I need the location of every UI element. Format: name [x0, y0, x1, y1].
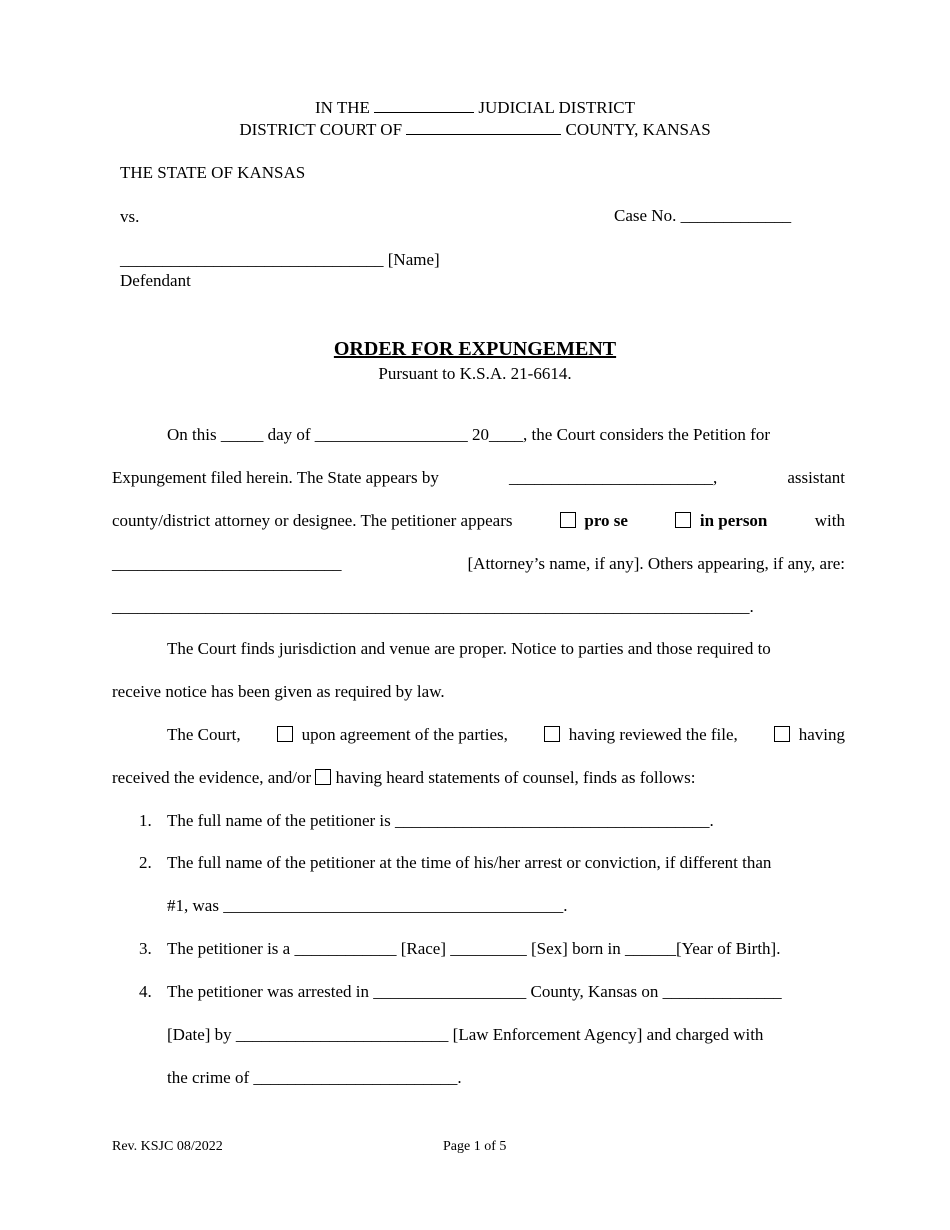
page-title: ORDER FOR EXPUNGEMENT — [333, 338, 617, 360]
agreement-checkbox[interactable] — [277, 726, 293, 742]
page-number: Page 1 of 5 — [443, 1139, 507, 1154]
para1-line2: Expungement filed herein. The State appears by ________________________, assistant — [112, 468, 845, 487]
county-blank[interactable] — [406, 120, 561, 135]
defendant-label: Defendant — [120, 271, 191, 290]
para1-line4: ___________________________ [Attorney’s name, if any]. Others appearing, if any, are: — [112, 554, 845, 573]
para2-line2: receive notice has been given as required by law. — [112, 682, 445, 701]
court-header-line2: DISTRICT COURT OF COUNTY, KANSAS — [239, 120, 711, 139]
item-2-line1: The full name of the petitioner at the time of his/her arrest or conviction, if different than — [167, 853, 772, 872]
case-number: Case No. _____________ — [614, 206, 792, 225]
para3-line1: The Court, upon agreement of the parties, having reviewed the file, having — [167, 725, 845, 744]
item-number-1: 1. — [139, 811, 152, 830]
vs-label: vs. — [120, 207, 140, 226]
item-3: The petitioner is a ____________ [Race] _________ [Sex] born in ______[Year of Birth]. — [167, 939, 781, 958]
item-2-line2: #1, was ________________________________________. — [167, 896, 568, 915]
para1-line5: ___________________________________________________________________________. — [112, 597, 754, 616]
page-subtitle: Pursuant to K.S.A. 21-6614. — [378, 364, 572, 383]
item-4-line1: The petitioner was arrested in __________________ County, Kansas on ______________ — [167, 982, 782, 1001]
item-4-line2: [Date] by _________________________ [Law Enforcement Agency] and charged with — [167, 1025, 764, 1044]
item-4-line3: the crime of ________________________. — [167, 1068, 462, 1087]
reviewed-file-checkbox[interactable] — [544, 726, 560, 742]
judicial-district-blank[interactable] — [374, 98, 474, 113]
court-header-line1: IN THE JUDICIAL DISTRICT — [314, 98, 636, 117]
item-number-3: 3. — [139, 939, 152, 958]
item-1: The full name of the petitioner is _____________________________________. — [167, 811, 714, 830]
item-number-2: 2. — [139, 853, 152, 872]
defendant-name-line: _______________________________ [Name] — [120, 250, 440, 269]
para1-line1: On this _____ day of __________________ 20____, the Court considers the Petition for — [167, 425, 770, 444]
para1-line3: county/district attorney or designee. The petitioner appears pro se in person with — [112, 511, 845, 530]
in-person-checkbox[interactable] — [675, 512, 691, 528]
plaintiff: THE STATE OF KANSAS — [120, 163, 306, 182]
heard-statements-checkbox[interactable] — [315, 769, 331, 785]
para2-line1: The Court finds jurisdiction and venue are proper. Notice to parties and those required to — [167, 639, 771, 658]
item-number-4: 4. — [139, 982, 152, 1001]
defendant-name-blank[interactable]: _______________________________ — [120, 250, 384, 269]
pro-se-checkbox[interactable] — [560, 512, 576, 528]
revision-label: Rev. KSJC 08/2022 — [112, 1139, 223, 1154]
received-evidence-checkbox[interactable] — [774, 726, 790, 742]
para3-line2: received the evidence, and/or having heard statements of counsel, finds as follows: — [112, 768, 696, 787]
